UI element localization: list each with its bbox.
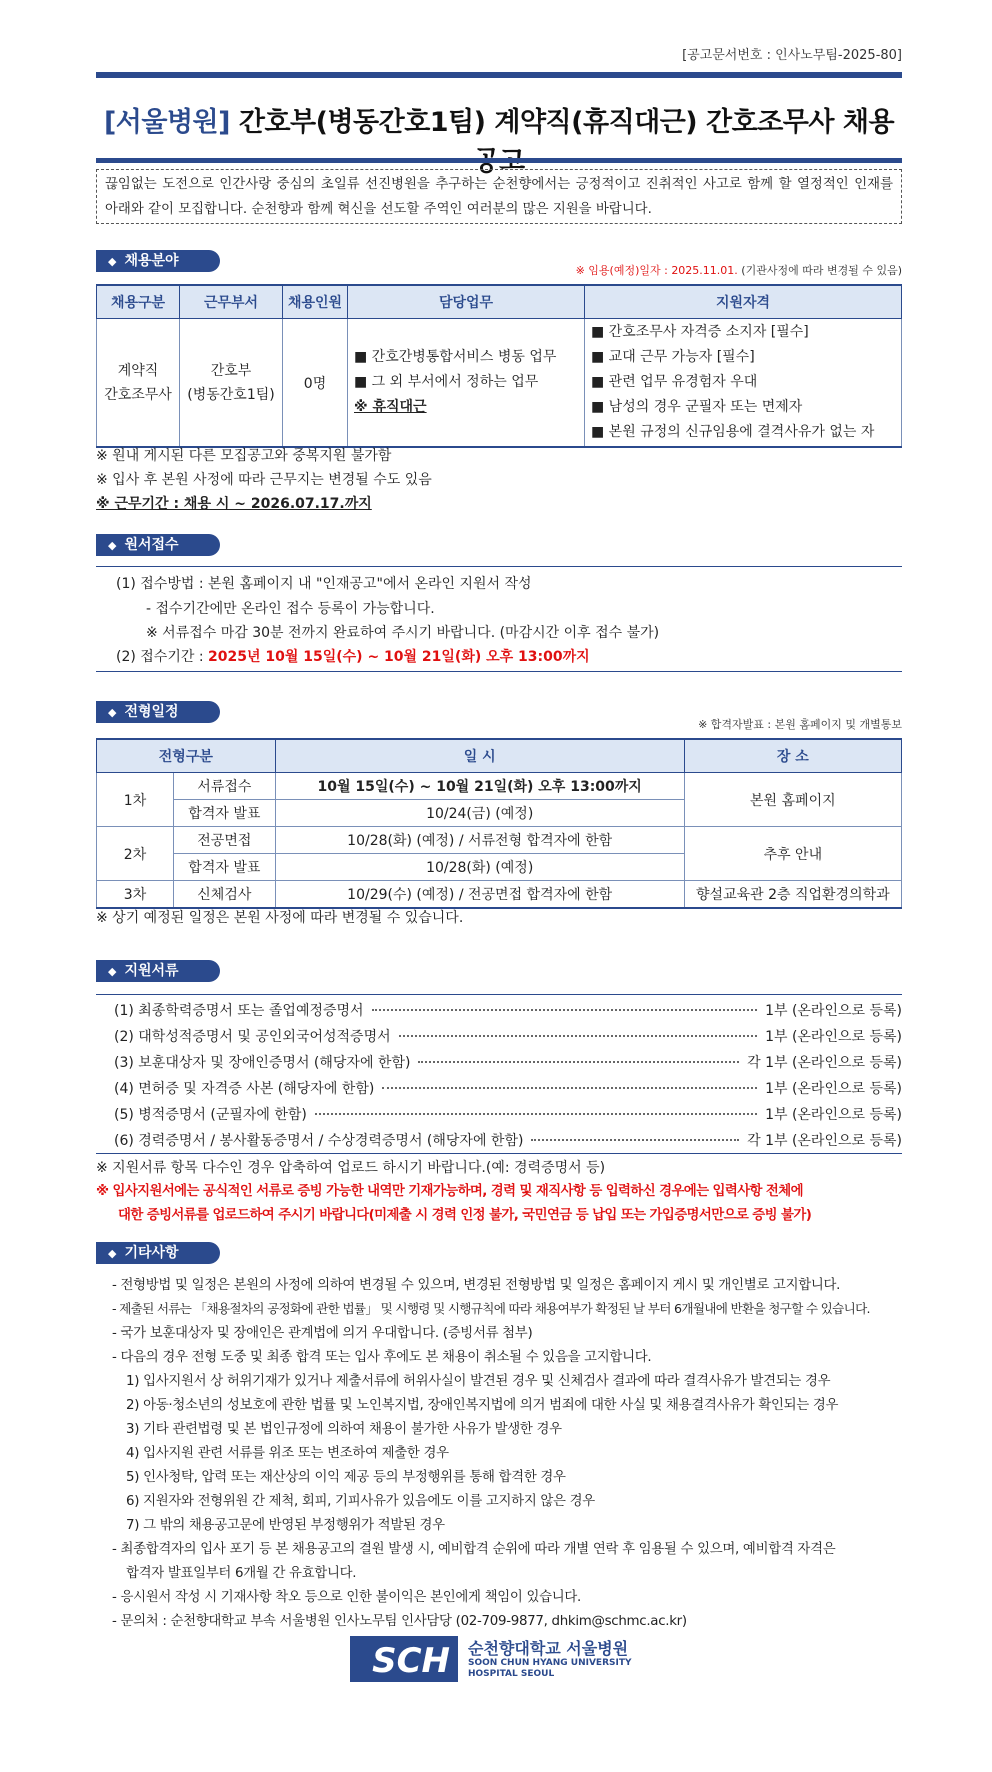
cell-type: 계약직 간호조무사 bbox=[97, 319, 180, 448]
list-item: (1) 최종학력증명서 또는 졸업예정증명서 1부 (온라인으로 등록) bbox=[114, 1003, 902, 1019]
list-item: - 응시원서 작성 시 기재사항 착오 등으로 인한 불이익은 본인에게 책임이 있습니다. bbox=[112, 1590, 581, 1605]
schedule-row: 3차 신체검사 10/29(수) (예정) / 전공면접 합격자에 한함 향설교육관 2층 직업환경의학과 bbox=[97, 881, 902, 909]
apply-box bbox=[96, 566, 902, 672]
list-item: 합격자 발표일부터 6개월 간 유효합니다. bbox=[126, 1566, 357, 1581]
schedule-note: ※ 합격자발표 : 본원 홈페이지 및 개별통보 bbox=[698, 718, 902, 731]
list-item: 5) 인사청탁, 압력 또는 재산상의 이익 제공 등의 부정행위를 통해 합격한 경우 bbox=[126, 1470, 566, 1485]
apply-deadline-note: ※ 서류접수 마감 30분 전까지 완료하여 주시기 바랍니다. (마감시간 이후 접수 불가) bbox=[146, 625, 660, 641]
list-item: (3) 보훈대상자 및 장애인증명서 (해당자에 한함) 각 1부 (온라인으로 등록) bbox=[114, 1055, 902, 1071]
header-duties: 담당업무 bbox=[348, 285, 585, 319]
list-item: - 다음의 경우 전형 도중 및 최종 합격 또는 입사 후에도 본 채용이 취소될 수 있음을 고지합니다. bbox=[112, 1350, 652, 1365]
document-number: [공고문서번호 : 인사노무팀-2025-80] bbox=[682, 48, 902, 63]
recruit-notes: ※ 원내 게시된 다른 모집공고와 중복지원 불가함 ※ 입사 후 본원 사정에 따라 근무지는 변경될 수도 있음 ※ 근무기간 : 채용 시 ~ 2026.07.17.까지 bbox=[96, 448, 432, 512]
logo-mark: SCH bbox=[350, 1636, 458, 1682]
schedule-row: 합격자 발표 10/28(화) (예정) bbox=[97, 854, 902, 881]
list-item: (2) 대학성적증명서 및 공인외국어성적증명서 1부 (온라인으로 등록) bbox=[114, 1029, 902, 1045]
diamond-icon: ◆ bbox=[108, 965, 117, 978]
diamond-icon: ◆ bbox=[108, 706, 117, 719]
documents-note: ※ 지원서류 항목 다수인 경우 압축하여 업로드 하시기 바랍니다.(예: 경력증명서 등) bbox=[96, 1160, 606, 1176]
list-item: 7) 그 밖의 채용공고문에 반영된 부정행위가 적발된 경우 bbox=[126, 1518, 445, 1533]
header-type: 채용구분 bbox=[97, 285, 180, 319]
recruit-header-row bbox=[97, 285, 902, 319]
list-item: 4) 입사지원 관련 서류를 위조 또는 변조하여 제출한 경우 bbox=[126, 1446, 449, 1461]
cell-count: 0명 bbox=[283, 319, 348, 448]
diamond-icon: ◆ bbox=[108, 1247, 117, 1260]
list-item: (5) 병적증명서 (군필자에 한함) 1부 (온라인으로 등록) bbox=[114, 1107, 902, 1123]
logo-name-en2: HOSPITAL SEOUL bbox=[468, 1669, 555, 1679]
schedule-row: 2차 전공면접 10/28(화) (예정) / 서류전형 합격자에 한함 추후 안내 bbox=[97, 827, 902, 854]
list-item: - 최종합격자의 입사 포기 등 본 채용공고의 결원 발생 시, 예비합격 순위에 따라 개별 연락 후 임용될 수 있으며, 예비합격 자격은 bbox=[112, 1542, 836, 1557]
logo-name-ko: 순천향대학교 서울병원 bbox=[468, 1639, 629, 1658]
schedule-row: 1차 서류접수 10월 15일(수) ~ 10월 21일(화) 오후 13:00까지 본원 홈페이지 bbox=[97, 773, 902, 800]
cell-dept: 간호부 (병동간호1팀) bbox=[180, 319, 283, 448]
documents-warning: ※ 입사지원서에는 공식적인 서류로 증빙 가능한 내역만 기재가능하며, 경력 및 재직사항 등 입력하신 경우에는 입력사항 전체에 대한 증빙서류를 업로드하여 주시기 바랍니다(미제출 시 경력 인정 불가, 국민연금 등 납입 또는 가입증명서만으로 증빙 불가) bbox=[96, 1184, 812, 1223]
cell-duties: ■ 간호간병통합서비스 병동 업무 ■ 그 외 부서에서 정하는 업무 ※ 휴직대근 bbox=[348, 319, 585, 448]
section-documents-heading: ◆ 지원서류 bbox=[96, 960, 220, 982]
header-quals: 지원자격 bbox=[585, 285, 902, 319]
title-text: 간호부(병동간호1팀) 계약직(휴직대근) 간호조무사 채용 bbox=[238, 107, 895, 138]
list-item: - 국가 보훈대상자 및 장애인은 관계법에 의거 우대합니다. (증빙서류 첨부) bbox=[112, 1326, 533, 1341]
intro-text: 끊임없는 도전으로 인간사랑 중심의 초일류 선진병원을 추구하는 순천향에서는 긍정적이고 진취적인 사고로 함께 할 열정적인 인재를 아래와 같이 모집합니다. 순천향과 함께 혁신을 선도할 주역인 여러분의 많은 지원을 바랍니다. bbox=[96, 169, 902, 224]
hospital-logo bbox=[350, 1636, 650, 1684]
list-item: 2) 아동·청소년의 성보호에 관한 법률 및 노인복지법, 장애인복지법에 의거 범죄에 대한 사실 및 채용결격사유가 확인되는 경우 bbox=[126, 1398, 839, 1413]
list-item: (6) 경력증명서 / 봉사활동증명서 / 수상경력증명서 (해당자에 한함) 각 1부 (온라인으로 등록) bbox=[114, 1133, 902, 1149]
header-time: 일 시 bbox=[275, 739, 684, 773]
cell-quals: ■ 간호조무사 자격증 소지자 [필수] ■ 교대 근무 가능자 [필수] ■ 관련 업무 유경험자 우대 ■ 남성의 경우 군필자 또는 면제자 ■ 본원 규정의 신규임용에 결격사유가 없는 자 bbox=[585, 319, 902, 448]
header-stage: 전형구분 bbox=[97, 739, 276, 773]
appointment-note: ※ 임용(예정)일자 : 2025.11.01. (기관사정에 따라 변경될 수 있음) bbox=[575, 264, 902, 277]
page-title bbox=[96, 100, 902, 178]
title-hospital: [서울병원] bbox=[103, 107, 230, 138]
list-item: 6) 지원자와 전형위원 간 제척, 회피, 기피사유가 있음에도 이를 고지하지 않은 경우 bbox=[126, 1494, 595, 1509]
recruit-row bbox=[97, 319, 902, 448]
list-item: (4) 면허증 및 자격증 사본 (해당자에 한함) 1부 (온라인으로 등록) bbox=[114, 1081, 902, 1097]
list-item: - 전형방법 및 일정은 본원의 사정에 의하여 변경될 수 있으며, 변경된 전형방법 및 일정은 홈페이지 게시 및 개인별로 고지합니다. bbox=[112, 1278, 841, 1293]
section-etc-heading: ◆ 기타사항 bbox=[96, 1242, 220, 1264]
recruit-table bbox=[96, 284, 902, 448]
schedule-header-row bbox=[97, 739, 902, 773]
bottom-rule bbox=[96, 158, 902, 163]
header-place: 장 소 bbox=[684, 739, 901, 773]
list-item: - 문의처 : 순천향대학교 부속 서울병원 인사노무팀 인사담당 (02-709-9877, dhkim@schmc.ac.kr) bbox=[112, 1614, 687, 1629]
top-rule bbox=[96, 72, 902, 78]
apply-period: (2) 접수기간 : 2025년 10월 15일(수) ~ 10월 21일(화) 오후 13:00까지 bbox=[116, 649, 590, 665]
section-apply-heading: ◆ 원서접수 bbox=[96, 534, 220, 556]
list-item: 3) 기타 관련법령 및 본 법인규정에 의하여 채용이 불가한 사유가 발생한 경우 bbox=[126, 1422, 562, 1437]
section-schedule-heading: ◆ 전형일정 bbox=[96, 701, 220, 723]
section-recruit-heading: ◆ 채용분야 bbox=[96, 250, 220, 272]
apply-method: (1) 접수방법 : 본원 홈페이지 내 "인재공고"에서 온라인 지원서 작성 bbox=[116, 576, 532, 592]
diamond-icon: ◆ bbox=[108, 255, 117, 268]
schedule-row: 합격자 발표 10/24(금) (예정) bbox=[97, 800, 902, 827]
list-item: 1) 입사지원서 상 허위기재가 있거나 제출서류에 허위사실이 발견된 경우 및 신체검사 결과에 따라 결격사유가 발견되는 경우 bbox=[126, 1374, 831, 1389]
header-count: 채용인원 bbox=[283, 285, 348, 319]
list-item: - 제출된 서류는 「채용절차의 공정화에 관한 법률」 및 시행령 및 시행규칙에 따라 채용여부가 확정된 날 부터 6개월내에 반환을 청구할 수 있습니다. bbox=[112, 1301, 870, 1316]
logo-name-en1: SOON CHUN HYANG UNIVERSITY bbox=[468, 1658, 632, 1668]
diamond-icon: ◆ bbox=[108, 539, 117, 552]
schedule-table bbox=[96, 738, 902, 909]
schedule-footer: ※ 상기 예정된 일정은 본원 사정에 따라 변경될 수 있습니다. bbox=[96, 910, 464, 926]
documents-box bbox=[96, 994, 902, 1154]
header-dept: 근무부서 bbox=[180, 285, 283, 319]
apply-period-note: - 접수기간에만 온라인 접수 등록이 가능합니다. bbox=[146, 601, 435, 617]
